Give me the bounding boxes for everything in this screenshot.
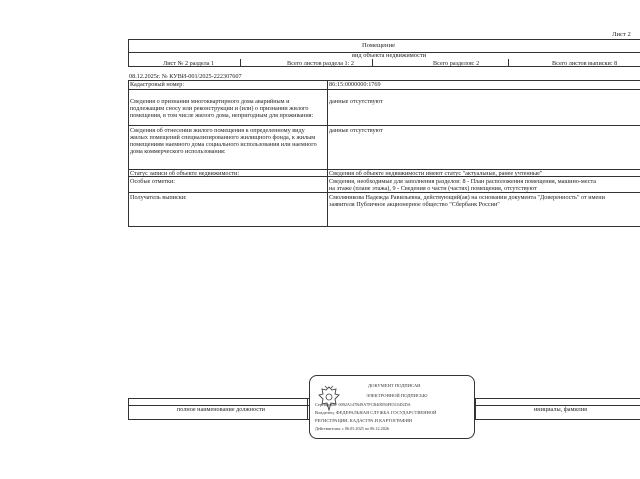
total-sections: Всего разделов: 2 — [433, 60, 480, 67]
row-divider-1 — [128, 89, 640, 90]
table-left-border — [128, 80, 129, 226]
recipient-value-line1: Смоляникова Надежда Равильевна, действующий(ая) на основании документа "Доверенность" от имени — [329, 194, 605, 201]
record-status-label: Статус записи об объекте недвижимости: — [130, 170, 240, 177]
sheet-col-divider-2 — [372, 59, 373, 66]
object-kind: вид объекта недвижимости — [352, 52, 427, 59]
cadastral-number-label: Кадастровый номер: — [130, 81, 185, 88]
signature-divider-2 — [475, 398, 476, 419]
stamp-certificate: Сертификат: 0092A147B49A7FCB40D56FE5C6D2DA — [315, 402, 411, 407]
stamp-line-1: ДОКУМЕНТ ПОДПИСАН — [368, 383, 421, 388]
special-marks-value-line2: на этаже (плане этажа), 9 - Сведения о части (частях) помещения, отсутствуют — [329, 185, 537, 192]
record-number: 08.12.2025г. № КУВИ-001/2025-222307607 — [129, 73, 242, 80]
signature-left-border — [128, 398, 129, 419]
special-marks-label: Особые отметки: — [130, 178, 176, 185]
table-top-border — [128, 80, 640, 81]
electronic-signature-stamp — [309, 375, 475, 439]
housing-category-label: Сведения об отнесении жилого помещения к определенному виду жилых помещений специализированного жилищного фонда, к жилым помещениям наемного дома социального использования или наемного дома коммерческого использования: — [130, 127, 317, 155]
object-title: Помещение — [362, 42, 396, 49]
recipient-value-line2: заявителя Публичное акционерное общество "Сбербанк России" — [329, 201, 500, 208]
housing-category-value: данные отсутствуют — [329, 127, 383, 134]
stamp-owner-continued: РЕГИСТРАЦИИ, КАДАСТРА И КАРТОГРАФИИ — [315, 418, 413, 423]
signature-divider-1 — [307, 398, 308, 419]
cadastral-number-value: 86:15:0000000:1769 — [329, 81, 381, 88]
sheet-col-divider-1 — [240, 59, 241, 66]
header-top-border — [128, 39, 640, 40]
table-column-divider — [327, 80, 328, 226]
emergency-status-value: данные отсутствуют — [329, 98, 383, 105]
stamp-validity: Действителен: с 06.05.2025 по 06.12.2026 — [315, 426, 390, 431]
table-bottom-border — [128, 226, 640, 227]
position-caption: полное наименование должности — [177, 406, 265, 413]
header-left-border — [128, 39, 129, 66]
total-sheets-extract: Всего листов выписки: 8 — [552, 60, 618, 67]
sheet-label: Лист 2 — [612, 31, 631, 38]
row-divider-2 — [128, 125, 640, 126]
total-sheets-section: Всего листов раздела 1: 2 — [287, 60, 354, 67]
recipient-label: Получатель выписки: — [130, 194, 187, 201]
record-status-value: Сведения об объекте недвижимости имеют статус "актуальные, ранее учтенные" — [329, 170, 543, 177]
sheet-col-divider-3 — [508, 59, 509, 66]
stamp-owner: Владелец: ФЕДЕРАЛЬНАЯ СЛУЖБА ГОСУДАРСТВЕННОЙ — [315, 410, 437, 415]
stamp-line-2: ЭЛЕКТРОННОЙ ПОДПИСЬЮ — [366, 393, 428, 398]
special-marks-value-line1: Сведения, необходимые для заполнения разделов: 8 - План расположения помещения, машино-места — [329, 178, 597, 185]
row-divider-5 — [128, 192, 640, 193]
sheet-section: Лист № 2 раздела 1 — [163, 60, 215, 67]
emergency-status-label: Сведения о признании многоквартирного дома аварийным и подлежащим сносу или реконструкции и (или) о признании жилого помещения, в том числе жилого дома, непригодным для проживания: — [130, 98, 314, 119]
initials-caption: инициалы, фамилия — [534, 406, 587, 413]
